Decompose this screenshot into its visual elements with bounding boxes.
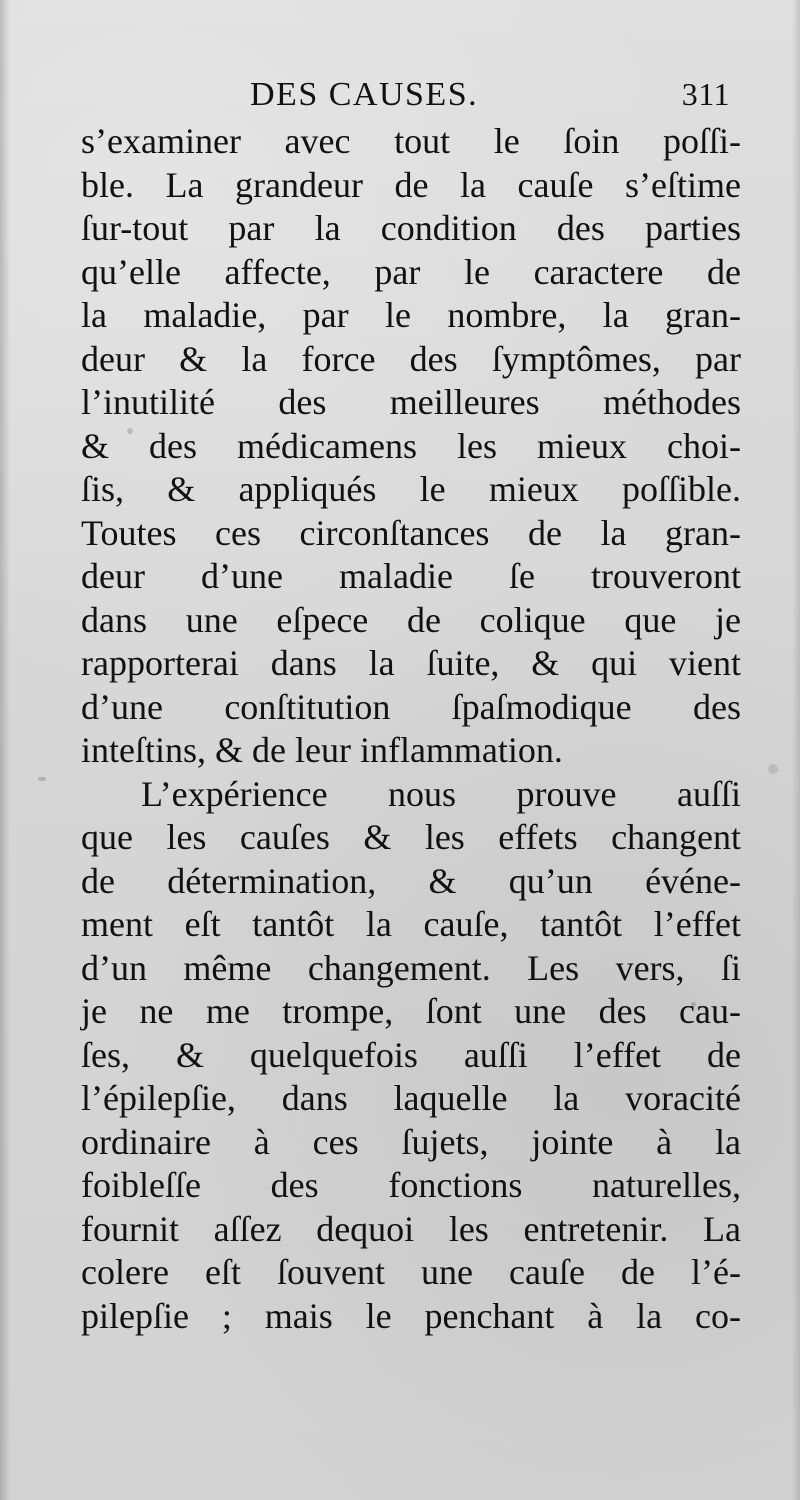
- page-number: 311: [681, 76, 730, 112]
- text-line: colere eſt ſouvent une cauſe de l’é-: [81, 1252, 741, 1292]
- text-line: ſes, & quelquefois auſſi l’effet de: [81, 1034, 741, 1075]
- text-line: l’épilepſie, dans laquelle la voracité: [81, 1078, 741, 1118]
- paper-speck: [768, 764, 778, 774]
- text-line: pilepſie ; mais le penchant à la co-: [81, 1295, 741, 1336]
- text-line: de détermination, & qu’un événe-: [81, 860, 741, 901]
- text-line: inteſtins, & de leur inflammation.: [81, 730, 563, 770]
- text-line: ment eſt tantôt la cauſe, tantôt l’effet: [81, 904, 741, 944]
- running-head: DES CAUSES.: [250, 76, 479, 113]
- text-line: la maladie, par le nombre, la gran-: [81, 295, 741, 335]
- paper-speck: [38, 777, 46, 781]
- text-line: ſis, & appliqués le mieux poſſible.: [81, 469, 741, 509]
- text-line: foibleſſe des fonctions naturelles,: [81, 1165, 741, 1205]
- text-line: d’un même changement. Les vers, ſi: [81, 947, 741, 988]
- text-line: deur & la force des ſymptômes, par: [81, 338, 741, 379]
- text-line: fournit aſſez dequoi les entretenir. La: [81, 1208, 741, 1249]
- text-line: s’examiner avec tout le ſoin poſſi-: [81, 121, 741, 161]
- text-line: L’expérience nous prouve auſſi: [141, 773, 741, 814]
- text-line: d’une conſtitution ſpaſmodique des: [81, 686, 741, 727]
- text-line: & des médicamens les mieux choi-: [81, 425, 741, 466]
- text-line: dans une eſpece de colique que je: [81, 599, 741, 640]
- text-line: ble. La grandeur de la cauſe s’eſtime: [81, 164, 741, 205]
- text-line: je ne me trompe, ſont une des cau-: [81, 991, 741, 1031]
- text-line: rapporterai dans la ſuite, & qui vient: [81, 643, 741, 683]
- text-line: Toutes ces circonſtances de la gran-: [81, 512, 741, 553]
- text-line: qu’elle affecte, par le caractere de: [81, 251, 741, 292]
- page-header: [250, 76, 730, 116]
- body-text: [81, 120, 741, 1338]
- text-line: que les cauſes & les effets changent: [81, 817, 741, 857]
- text-line: ſur-tout par la condition des parties: [81, 208, 741, 248]
- text-line: l’inutilité des meilleures méthodes: [81, 382, 741, 422]
- text-line: deur d’une maladie ſe trouveront: [81, 556, 741, 596]
- text-line: ordinaire à ces ſujets, jointe à la: [81, 1121, 741, 1162]
